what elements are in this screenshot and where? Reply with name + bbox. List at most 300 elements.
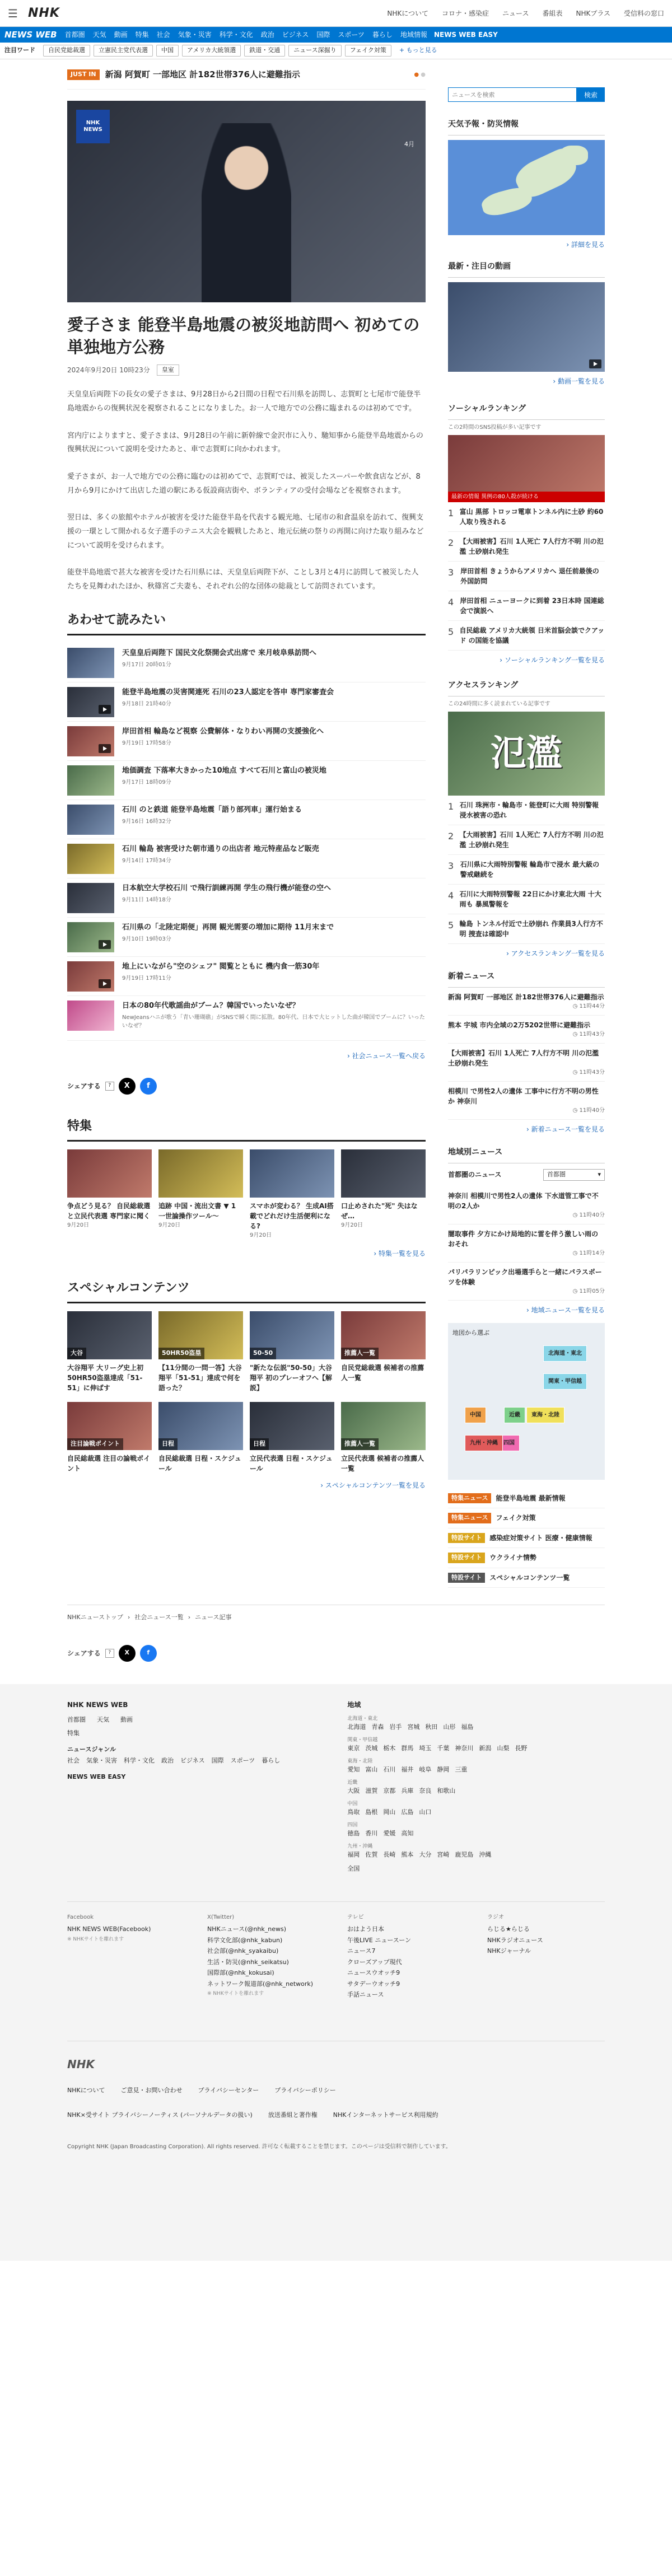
- ranking-item[interactable]: [448, 502, 605, 532]
- ranking-item[interactable]: [448, 885, 605, 914]
- related-title: 石川県の「北陸定期便」再開 観光需要の増加に期待 11月末まで: [122, 923, 334, 932]
- rank-number: 5: [448, 627, 454, 637]
- special-link[interactable]: [448, 1489, 605, 1509]
- news-item[interactable]: [448, 1186, 605, 1224]
- special-link[interactable]: [448, 1548, 605, 1568]
- access-image-text: 氾濫: [491, 733, 562, 774]
- special-link-text: ウクライナ情勢: [489, 1554, 536, 1562]
- footer-social-link[interactable]: 生活・防災(@nhk_seikatsu): [207, 1958, 289, 1966]
- footer-pref[interactable]: 京都: [383, 1787, 396, 1794]
- rank-title: 輪島 トンネル付近で土砂崩れ 作業員3人行方不明 捜査は確認中: [459, 920, 603, 938]
- share-row: [67, 1078, 426, 1095]
- share-line-icon[interactable]: ?: [105, 1082, 114, 1091]
- footer-pref[interactable]: 高知: [401, 1830, 414, 1837]
- hot-word-tag[interactable]: 鉄道・交通: [244, 45, 285, 57]
- main-nav: [0, 27, 672, 43]
- news-title: 闇取事件 夕方にかけ局地的に雷を伴う激しい雨のおそれ: [448, 1229, 599, 1248]
- special-title: 自民党総裁選 候補者の推薦人一覧: [341, 1363, 424, 1382]
- breadcrumb-separator: ›: [188, 1614, 191, 1621]
- ranking-item[interactable]: [448, 855, 605, 885]
- special-thumb: [250, 1402, 334, 1450]
- footer-area-name: 四国: [347, 1822, 358, 1828]
- special-link-text: 能登半島地震 最新情報: [496, 1494, 566, 1502]
- footer-pref[interactable]: 山梨: [497, 1745, 510, 1752]
- related-item[interactable]: [67, 957, 426, 996]
- footer-pref[interactable]: 愛媛: [383, 1830, 396, 1837]
- related-item[interactable]: [67, 839, 426, 878]
- top-link[interactable]: ニュース: [502, 9, 529, 17]
- news-time-text: 11時43分: [579, 1031, 605, 1037]
- news-time-text: 11時05分: [579, 1288, 605, 1294]
- nav-item[interactable]: ビジネス: [282, 31, 309, 39]
- news-title: 新潟 阿賀町 一部地区 計182世帯376人に避難指示: [448, 993, 604, 1001]
- rank-number: 3: [448, 861, 454, 871]
- footer-pref[interactable]: 兵庫: [401, 1787, 414, 1794]
- footer-link[interactable]: 天気: [97, 1715, 109, 1723]
- weather-more-link[interactable]: › 詳細を見る: [448, 240, 605, 250]
- news-time: [448, 1030, 605, 1039]
- top-link[interactable]: NHKについて: [387, 9, 429, 17]
- share-facebook-icon[interactable]: f: [140, 1078, 157, 1095]
- feature-date: 9月20日: [67, 1222, 90, 1228]
- footer-pref[interactable]: 青森: [371, 1723, 384, 1731]
- regional-select[interactable]: 首都圏 ▾: [543, 1169, 605, 1181]
- footer-pref[interactable]: 新潟: [479, 1745, 492, 1752]
- map-region[interactable]: 東海・北陸: [526, 1407, 564, 1423]
- ranking-item[interactable]: [448, 621, 605, 651]
- search-input[interactable]: [448, 87, 577, 102]
- social-sub: この2時間のSNS投稿が多い記事です: [448, 424, 542, 431]
- news-item[interactable]: [448, 1044, 605, 1082]
- nav-item[interactable]: 首都圏: [64, 31, 85, 39]
- footer-link[interactable]: 動画: [120, 1715, 133, 1723]
- nav-item[interactable]: 動画: [114, 31, 128, 39]
- rank-title: 岸田首相 きょうからアメリカへ 退任前最後の外国訪問: [460, 567, 599, 585]
- footer-genre[interactable]: スポーツ: [230, 1757, 255, 1764]
- footer-bottom-link[interactable]: プライバシーポリシー: [274, 2086, 336, 2094]
- footer-genre[interactable]: 国際: [211, 1757, 224, 1764]
- nav-item[interactable]: スポーツ: [338, 31, 365, 39]
- regional-list: [448, 1186, 605, 1301]
- special-link-badge: 特設サイト: [448, 1573, 485, 1583]
- special-title: 自民総裁選 日程・スケジュール: [158, 1454, 241, 1472]
- footer-pref[interactable]: 鹿児島: [455, 1851, 474, 1858]
- hot-word-tag[interactable]: 自民党総裁選: [43, 45, 90, 57]
- special-card[interactable]: [250, 1311, 334, 1393]
- footer-pref[interactable]: 富山: [365, 1766, 378, 1773]
- footer-pref[interactable]: 滋賀: [365, 1787, 378, 1794]
- news-item[interactable]: [448, 988, 605, 1016]
- related-date: 9月17日 18時09分: [122, 779, 171, 786]
- feature-card[interactable]: [341, 1149, 426, 1240]
- news-time-text: 11時44分: [579, 1003, 605, 1009]
- news-time: [448, 1002, 605, 1011]
- special-card[interactable]: [158, 1311, 243, 1393]
- related-thumb: [67, 883, 114, 913]
- menu-icon[interactable]: ☰: [8, 6, 18, 20]
- special-link[interactable]: [448, 1528, 605, 1549]
- footer-genre[interactable]: 科学・文化: [124, 1757, 155, 1764]
- hot-words-bar: [0, 43, 672, 59]
- regional-heading: 地域別ニュース: [448, 1143, 605, 1163]
- nav-item[interactable]: 地域情報: [400, 31, 427, 39]
- special-grid-1: [67, 1311, 426, 1393]
- related-item[interactable]: [67, 682, 426, 722]
- special-title: 立民代表選 日程・スケジュール: [250, 1454, 333, 1472]
- nav-item[interactable]: 天気: [92, 31, 106, 39]
- footer-pref[interactable]: 岐阜: [419, 1766, 432, 1773]
- video-thumb[interactable]: [448, 282, 605, 372]
- breaking-news[interactable]: [67, 68, 426, 90]
- footer-social-col: [207, 1913, 325, 2002]
- map-region[interactable]: 中国: [465, 1407, 486, 1423]
- features-more-link[interactable]: › 特集一覧を見る: [67, 1249, 426, 1259]
- hot-word-tag[interactable]: アメリカ大統領選: [182, 45, 241, 57]
- footer-genre[interactable]: ビジネス: [180, 1757, 205, 1764]
- nhk-news-badge: NHK NEWS: [76, 110, 110, 143]
- related-item[interactable]: [67, 800, 426, 839]
- footer-pref[interactable]: 徳島: [347, 1830, 360, 1837]
- footer-social-link[interactable]: NHKニュース(@nhk_news): [207, 1925, 287, 1933]
- footer-pref[interactable]: 東京: [347, 1745, 360, 1752]
- footer-area: [347, 1822, 605, 1839]
- nav-item[interactable]: 特集: [135, 31, 149, 39]
- ranking-item[interactable]: [448, 591, 605, 621]
- footer-pref[interactable]: 群馬: [401, 1745, 414, 1752]
- news-time: [448, 1211, 605, 1219]
- footer-social-link[interactable]: サタデーウオッチ9: [347, 1980, 400, 1988]
- footer-pref[interactable]: 大阪: [347, 1787, 360, 1794]
- footer-pref[interactable]: 鳥取: [347, 1808, 360, 1816]
- weather-map[interactable]: [448, 140, 605, 235]
- footer-easy[interactable]: NEWS WEB EASY: [67, 1773, 126, 1780]
- related-thumb: [67, 687, 114, 717]
- chevron-down-icon: ▾: [598, 1171, 601, 1178]
- feature-card[interactable]: [158, 1149, 243, 1240]
- footer-bottom-link[interactable]: ご意見・お問い合わせ: [120, 2086, 183, 2094]
- rank-number: 2: [448, 537, 454, 548]
- nav-item[interactable]: 政治: [260, 31, 274, 39]
- footer-bottom-link[interactable]: NHK×受サイト プライバシーノーティス (パーソナルデータの扱い): [67, 2111, 253, 2119]
- footer-pref[interactable]: 石川: [383, 1766, 396, 1773]
- footer-social-link[interactable]: おはよう日本: [347, 1925, 384, 1933]
- top-link[interactable]: NHKプラス: [576, 9, 610, 17]
- related-thumb: [67, 961, 114, 992]
- social-image[interactable]: [448, 435, 605, 502]
- footer-pref[interactable]: 神奈川: [455, 1745, 474, 1752]
- news-title: 神奈川 相模川で男性2人の遺体 下水道管工事で不明の2人か: [448, 1191, 599, 1210]
- share-line-icon[interactable]: ?: [105, 1649, 114, 1658]
- feature-title: 口止めされた"死" 失はなぜ…: [341, 1201, 418, 1220]
- clock-icon: ◷: [572, 1031, 580, 1037]
- footer-social-link[interactable]: 手話ニュース: [347, 1991, 384, 1998]
- related-title: 岸田首相 輪島など視察 公費解体・なりわい再開の支援強化へ: [122, 727, 324, 736]
- article-paragraph: 翌日は、多くの旅館やホテルが被害を受けた能登半島を代表する観光地、七尾市の和倉温泉を訪れて、復興支援の一環として開かれる女子選手のテニス大会を観戦したあと、地元伝統の祭りの再開に向けた取り組みなどについて説明を受けられます。: [67, 513, 424, 550]
- footer-social-link[interactable]: クローズアップ現代: [347, 1958, 402, 1966]
- footer-nhk-logo[interactable]: NHK: [67, 2057, 95, 2071]
- special-more-link[interactable]: › スペシャルコンテンツ一覧を見る: [67, 1480, 426, 1490]
- related-item[interactable]: [67, 722, 426, 761]
- news-time: [448, 1249, 605, 1257]
- search-box: [448, 87, 605, 102]
- ranking-item[interactable]: [448, 532, 605, 562]
- footer-pref[interactable]: 和歌山: [437, 1787, 456, 1794]
- breadcrumb-item[interactable]: 社会ニュース一覧: [134, 1614, 184, 1621]
- social-heading: ソーシャルランキング: [448, 400, 605, 420]
- article-paragraph: 能登半島地震で甚大な被害を受けた石川県には、天皇皇后両陛下が、ことし3月と4月に訪問して被災した人たちを見舞われたほか、秋篠宮ご夫妻も、それぞれ公的な団体の総裁として訪問されています。: [67, 568, 419, 591]
- footer-area-name: 東海・北陸: [347, 1758, 373, 1764]
- footer-area-name: 関東・甲信越: [347, 1737, 378, 1743]
- footer-area: [347, 1801, 605, 1817]
- video-more-link[interactable]: › 動画一覧を見る: [448, 376, 605, 386]
- news-item[interactable]: [448, 1016, 605, 1044]
- special-card[interactable]: [67, 1402, 152, 1474]
- map-region[interactable]: 九州・沖縄: [465, 1435, 503, 1451]
- ranking-item[interactable]: [448, 796, 605, 825]
- main-column: [67, 59, 426, 1588]
- related-date: 9月19日 17時11分: [122, 975, 171, 982]
- special-card[interactable]: [158, 1402, 243, 1474]
- news-time-text: 11時40分: [579, 1212, 605, 1218]
- special-thumb: [341, 1402, 426, 1450]
- map-region[interactable]: 近畿: [504, 1407, 525, 1423]
- footer-pref[interactable]: 島根: [365, 1808, 378, 1816]
- share-x-icon[interactable]: X: [119, 1645, 136, 1662]
- footer-pref[interactable]: 三重: [455, 1766, 468, 1773]
- hot-word-tag[interactable]: ニュース深掘り: [288, 45, 341, 57]
- special-thumb: [67, 1402, 152, 1450]
- nav-item[interactable]: 社会: [156, 31, 170, 39]
- related-item[interactable]: [67, 918, 426, 957]
- special-link[interactable]: [448, 1568, 605, 1588]
- map-region[interactable]: 北海道・東北: [543, 1345, 587, 1362]
- news-item[interactable]: [448, 1224, 605, 1263]
- top-link[interactable]: 番組表: [542, 9, 563, 17]
- special-card[interactable]: [67, 1311, 152, 1393]
- news-title: 相模川 で男性2人の遺体 工事中に行方不明の男性か 神奈川: [448, 1087, 599, 1105]
- footer-social-link[interactable]: ネットワーク報道部(@nhk_network): [207, 1980, 314, 1988]
- share-facebook-icon[interactable]: f: [140, 1645, 157, 1662]
- footer-pref[interactable]: 大分: [419, 1851, 432, 1858]
- hot-word-tag[interactable]: 中国: [156, 45, 179, 57]
- weather-heading: 天気予報・防災情報: [448, 115, 605, 135]
- special-thumb-label: 日程: [250, 1438, 269, 1450]
- feature-date: 9月20日: [250, 1232, 272, 1238]
- footer-pref[interactable]: 宮崎: [437, 1851, 450, 1858]
- related-item[interactable]: [67, 878, 426, 918]
- special-title: 自民総裁選 注目の論戦ポイント: [67, 1454, 151, 1472]
- footer-social-link[interactable]: ニュース7: [347, 1947, 376, 1955]
- breadcrumb-item[interactable]: NHKニューストップ: [67, 1614, 123, 1621]
- feature-thumb: [67, 1149, 152, 1198]
- footer-area: [347, 1843, 605, 1860]
- news-web-easy-link[interactable]: NEWS WEB EASY: [433, 31, 498, 39]
- nav-item[interactable]: 科学・文化: [219, 31, 253, 39]
- news-item[interactable]: [448, 1263, 605, 1301]
- footer-social-link[interactable]: NHKラジオニュース: [487, 1936, 543, 1944]
- footer-pref[interactable]: 長崎: [383, 1851, 396, 1858]
- map-region[interactable]: 関東・甲信越: [543, 1373, 587, 1390]
- footer-bottom-link[interactable]: NHKについて: [67, 2086, 105, 2094]
- feature-card[interactable]: [67, 1149, 152, 1240]
- ranking-item[interactable]: [448, 825, 605, 855]
- special-thumb-label: 50HR50盗塁: [158, 1348, 204, 1359]
- hot-words-more[interactable]: + もっと見る: [399, 46, 437, 54]
- footer-pref[interactable]: 福井: [401, 1766, 414, 1773]
- footer-area: [347, 1779, 605, 1796]
- access-ranking-list: [448, 796, 605, 944]
- footer-social-link[interactable]: NHKジャーナル: [487, 1947, 531, 1955]
- related-item[interactable]: [67, 643, 426, 682]
- footer-pref[interactable]: 奈良: [419, 1787, 432, 1794]
- footer-social-link[interactable]: 社会部(@nhk_syakaibu): [207, 1947, 279, 1955]
- footer-pref[interactable]: 岩手: [389, 1723, 402, 1731]
- footer-pref[interactable]: 茨城: [365, 1745, 378, 1752]
- latest-more-link[interactable]: › 新着ニュース一覧を見る: [448, 1124, 605, 1134]
- nhk-logo[interactable]: NHK: [27, 6, 60, 20]
- footer-social-link[interactable]: 国際部(@nhk_kokusai): [207, 1969, 274, 1976]
- footer-pref[interactable]: 埼玉: [419, 1745, 432, 1752]
- footer-social-link[interactable]: NHK NEWS WEB(Facebook): [67, 1925, 151, 1933]
- footer-all[interactable]: 全国: [347, 1864, 360, 1872]
- related-item[interactable]: [67, 761, 426, 800]
- footer-bottom-link[interactable]: プライバシーセンター: [198, 2086, 259, 2094]
- footer-pref[interactable]: 熊本: [401, 1851, 414, 1858]
- clock-icon: ◷: [572, 1069, 580, 1076]
- footer-bottom-link[interactable]: NHKインターネットサービス利用規約: [333, 2111, 438, 2119]
- footer-pref[interactable]: 香川: [365, 1830, 378, 1837]
- ranking-item[interactable]: [448, 914, 605, 944]
- rank-number: 3: [448, 567, 454, 578]
- feature-title: スマホが変わる？ 生成AI搭載でどれだけ生活便利になる?: [250, 1201, 334, 1230]
- carousel-dots[interactable]: ● ●: [414, 71, 426, 78]
- search-button[interactable]: 検索: [577, 87, 605, 102]
- special-grid-2: [67, 1402, 426, 1474]
- special-title: 【11分間の一問一答】大谷翔平「51-51」達成で何を語った？: [158, 1363, 242, 1392]
- nav-item[interactable]: 国際: [316, 31, 330, 39]
- footer-bottom-link[interactable]: 放送番組と著作権: [268, 2111, 318, 2119]
- footer: [0, 1684, 672, 2261]
- special-link[interactable]: [448, 1508, 605, 1528]
- related-heading: あわせて読みたい: [67, 611, 426, 635]
- footer-pref[interactable]: 千葉: [437, 1745, 450, 1752]
- related-date: NewJeansハニが歌う「青い珊瑚礁」がSNSで瞬く間に拡散。80年代、日本で大ヒットした曲が韓国でブームに？いったいなぜ？: [122, 1014, 425, 1030]
- rank-title: 石川 珠洲市・輪島市・能登町に大雨 特別警報 浸水被害の恐れ: [459, 801, 599, 819]
- special-card[interactable]: [341, 1402, 426, 1474]
- footer-social-link[interactable]: らじる★らじる: [487, 1925, 530, 1933]
- feature-card[interactable]: [250, 1149, 334, 1240]
- news-time: [448, 1106, 605, 1115]
- footer-title: NHK NEWS WEB: [67, 1700, 128, 1709]
- news-item[interactable]: [448, 1082, 605, 1120]
- special-thumb-label: 日程: [158, 1438, 178, 1450]
- hot-word-tag[interactable]: フェイク対策: [345, 45, 391, 57]
- just-in-label: JUST IN: [67, 69, 100, 80]
- regional-more-link[interactable]: › 地域ニュース一覧を見る: [448, 1305, 605, 1315]
- access-image[interactable]: [448, 712, 605, 796]
- footer-pref[interactable]: 佐賀: [365, 1851, 378, 1858]
- footer-pref[interactable]: 秋田: [425, 1723, 438, 1731]
- footer-pref[interactable]: 沖縄: [479, 1851, 492, 1858]
- feature-thumb: [341, 1149, 426, 1198]
- related-date: 9月11日 14時18分: [122, 897, 171, 904]
- footer-pref[interactable]: 岡山: [383, 1808, 396, 1816]
- map-region[interactable]: 四国: [498, 1435, 520, 1451]
- footer-genre[interactable]: 暮らし: [262, 1757, 281, 1764]
- article-tag[interactable]: 皇室: [157, 364, 179, 376]
- footer-genre[interactable]: 気象・災害: [86, 1757, 117, 1764]
- features-grid: [67, 1149, 426, 1240]
- article-title: 愛子さま 能登半島地震の被災地訪問へ 初めての単独地方公務: [67, 315, 420, 357]
- nav-item[interactable]: 気象・災害: [178, 31, 212, 39]
- footer-pref[interactable]: 広島: [401, 1808, 414, 1816]
- ranking-item[interactable]: [448, 562, 605, 591]
- footer-social-link[interactable]: 午後LIVE ニュースーン: [347, 1936, 412, 1944]
- related-more-link[interactable]: › 社会ニュース一覧へ戻る: [67, 1051, 426, 1061]
- nav-item[interactable]: 暮らし: [372, 31, 393, 39]
- related-thumb: [67, 805, 114, 835]
- top-link[interactable]: 受信料の窓口: [623, 9, 664, 17]
- news-web-logo[interactable]: NEWS WEB: [4, 29, 57, 40]
- hot-word-tag[interactable]: 立憲民主党代表選: [94, 45, 153, 57]
- footer-pref[interactable]: 愛知: [347, 1766, 360, 1773]
- access-more-link[interactable]: › アクセスランキング一覧を見る: [448, 948, 605, 959]
- footer-area-name: 近畿: [347, 1779, 358, 1785]
- top-link[interactable]: コロナ・感染症: [442, 9, 489, 17]
- related-item[interactable]: [67, 996, 426, 1041]
- special-thumb-label: 推薦人一覧: [341, 1438, 379, 1450]
- footer-pref[interactable]: 山形: [443, 1723, 456, 1731]
- share-x-icon[interactable]: X: [119, 1078, 136, 1095]
- footer-pref[interactable]: 福岡: [347, 1851, 360, 1858]
- article-image: [67, 101, 426, 302]
- feature-title: 争点どう見る？ 自民総裁選と立民代表選 専門家に聞く: [67, 1201, 151, 1220]
- special-card[interactable]: [250, 1402, 334, 1474]
- related-thumb: [67, 765, 114, 796]
- footer-pref[interactable]: 福島: [461, 1723, 474, 1731]
- copyright: Copyright NHK (Japan Broadcasting Corporation). All rights reserved. 許可なく転載することを禁じます。このページは受信料で制作しています。: [67, 2143, 451, 2150]
- footer-genre[interactable]: 社会: [67, 1757, 80, 1764]
- special-thumb-label: 注目論戦ポイント: [67, 1438, 123, 1450]
- footer-social-title: ラジオ: [487, 1914, 504, 1920]
- feature-title: 追跡 中国・流出文書 ▼ 1 一世論操作ツール～: [158, 1201, 236, 1220]
- footer-social-note: ※ NHKサイトを離れます: [67, 1936, 124, 1942]
- clock-icon: ◷: [572, 1250, 580, 1256]
- video-heading: 最新・注目の動画: [448, 258, 605, 278]
- footer-pref[interactable]: 静岡: [437, 1766, 450, 1773]
- footer-pref[interactable]: 北海道: [347, 1723, 366, 1731]
- footer-pref[interactable]: 長野: [515, 1745, 528, 1752]
- footer-social-link[interactable]: ニュースウオッチ9: [347, 1969, 400, 1976]
- rank-number: 4: [448, 890, 454, 901]
- footer-pref[interactable]: 山口: [419, 1808, 432, 1816]
- hot-words-label: 注目ワード: [4, 46, 35, 54]
- special-link-text: フェイク対策: [496, 1514, 536, 1522]
- social-more-link[interactable]: › ソーシャルランキング一覧を見る: [448, 655, 605, 665]
- footer-area-title: 地域: [347, 1700, 361, 1709]
- footer-social-title: Facebook: [67, 1914, 94, 1920]
- related-thumb: [67, 1001, 114, 1031]
- footer-social-link[interactable]: 科学文化部(@nhk_kabun): [207, 1936, 283, 1944]
- map-selector: [448, 1323, 605, 1480]
- footer-genre[interactable]: 政治: [161, 1757, 174, 1764]
- footer-link[interactable]: 首都圏: [67, 1715, 86, 1723]
- footer-pref[interactable]: 宮城: [407, 1723, 420, 1731]
- special-card[interactable]: [341, 1311, 426, 1393]
- footer-pref[interactable]: 栃木: [383, 1745, 396, 1752]
- footer-feature[interactable]: 特集: [67, 1729, 80, 1737]
- related-title: 地価調査 下落率大きかった10地点 すべて石川と富山の被災地: [122, 766, 326, 775]
